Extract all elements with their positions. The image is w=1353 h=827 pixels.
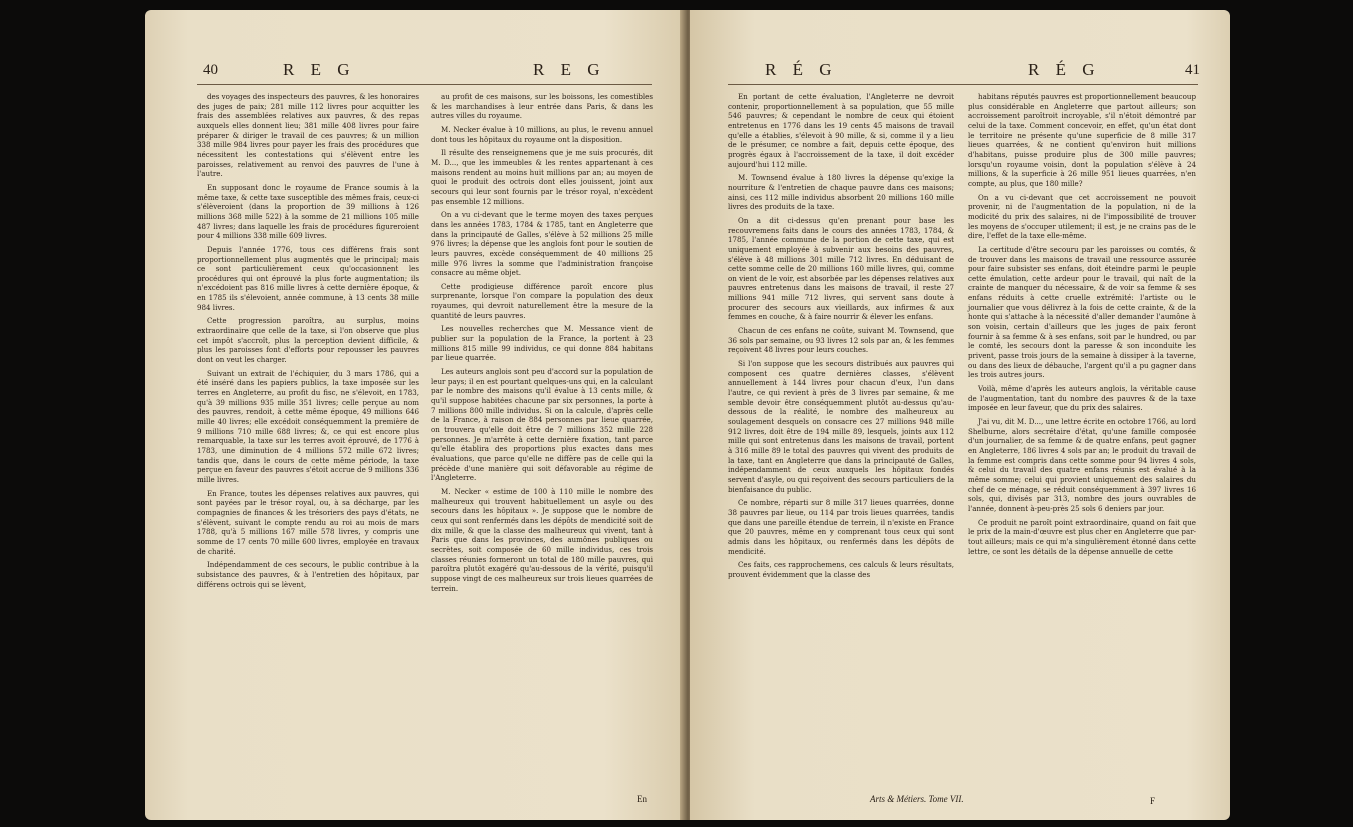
paragraph: Indépendamment de ces secours, le public contribue à la subsistance des pauvres, & à l'entretien des hôpitaux, par différens octrois qui se lèvent, xyxy=(197,560,419,589)
paragraph: Les auteurs anglois sont peu d'accord sur la population de leur pays; il en est pourtant quelques-uns qui, en la calculant par le nombre des maisons qu'il évalue à 13 cents mille, & qu'il suppose habitées chacune par six personnes, la porte à 7 millions 800 mille individus. Si on la calcule, d'après celle de la France, à raison de 884 personnes par lieue quarrée, on trouvera qu'elle doit être de 7 millions 352 mille 228 personnes. Je m'arrête à cette dernière fixation, tant parce qu'elle établira des proportions plus exactes dans mes évaluations, que parce qu'elle ne diffère pas de celle qui la précède d'une manière qui soit défavorable au régime de l'Angleterre. xyxy=(431,367,653,483)
right-page xyxy=(690,10,1230,820)
paragraph: au profit de ces maisons, sur les boissons, les comestibles & les marchandises à leur entrée dans Paris, & dans les autres villes du royaume. xyxy=(431,92,653,121)
left-page xyxy=(145,10,685,820)
paragraph: Cette progression paroîtra, au surplus, moins extraordinaire que celle de la taxe, si l'on observe que plus cet impôt s'accroît, plus la perception devient difficile, & plus les paroisses font d'efforts pour repousser les pauvres dont on veut les charger. xyxy=(197,316,419,365)
right-page-number: 41 xyxy=(1185,62,1200,78)
paragraph: M. Necker évalue à 10 millions, au plus, le revenu annuel dont tous les hôpitaux du royaume ont la disposition. xyxy=(431,124,653,144)
paragraph: Ce nombre, réparti sur 8 mille 317 lieues quarrées, donne 38 pauvres par lieue, ou 114 par trois lieues quarrées, tandis que dans une pareille étendue de terrein, il n'existe en France que 20 pauvres, même en y comprenant tous ceux qui sont admis dans les hôpitaux, ou renfermés dans les dépôts de mendicité. xyxy=(728,498,954,556)
paragraph: On a dit ci-dessus qu'en prenant pour base les recouvremens faits dans le cours des années 1783, 1784, & 1785, l'année commune de la portion de cette taxe, qui est uniquement employée à subvenir aux besoins des pauvres, s'élève à 48 millions 301 mille 712 livres. En déduisant de cette somme celle de 20 millions 160 mille livres, qui, comme on vient de le voir, est absorbée par les dépenses relatives aux pauvres entretenus dans les maisons de travail, il reste 27 millions 941 mille 712 livres, qui servent sans doute à procurer des secours aux vieillards, aux infirmes & aux femmes en couche, & à faire nourrir & élever les enfans. xyxy=(728,215,954,322)
left-column-1 xyxy=(197,92,419,593)
paragraph: M. Townsend évalue à 180 livres la dépense qu'exige la nourriture & l'entretien de chaque pauvre dans ces maisons; ainsi, ces 112 mille individus absorbent 20 millions 160 mille livres des produits de la taxe. xyxy=(728,173,954,212)
paragraph: En portant de cette évaluation, l'Angleterre ne devroit contenir, proportionnellement à sa population, que 55 mille 546 pauvres; & cependant le nombre de ceux qui étoient entretenus en 1776 dans les 19 cents 45 maisons de travail qu'elle a établies, s'élevoit à 90 mille, & si, comme il y a lieu de le présumer, ce nombre a fait, depuis cette époque, des progrès égaux à l'accroissement de la taxe, il doit excéder aujourd'hui 112 mille. xyxy=(728,92,954,169)
paragraph: M. Necker « estime de 100 à 110 mille le nombre des malheureux qui trouvent habituellement un asyle ou des secours dans les hôpitaux ». Je suppose que le nombre de ceux qui sont renfermés dans les dépôts de mendicité soit de dix mille, & que la classe des malheureux qui vivent, tant à Paris que dans les provinces, des aumônes publiques ou secrètes, soit composée de 60 mille individus, ces trois classes réunies formeront un total de 180 mille pauvres, qui paroîtra plutôt exagéré qu'au-dessous de la vérité, puisqu'il suppose vingt de ces malheureux sur trois lieues quarrées de terrein. xyxy=(431,486,653,593)
left-page-number: 40 xyxy=(203,62,218,78)
paragraph: Ce produit ne paroît point extraordinaire, quand on fait que le prix de la main-d'œuvre est plus cher en Angleterre que par-tout ailleurs; mais ce qui m'a singulièrement étonné dans cette lettre, ce sont les détails de la dépense annuelle de cette xyxy=(968,517,1196,556)
paragraph: Si l'on suppose que les secours distribués aux pauvres qui composent ces quatre dernières classes, s'élèvent annuellement à 144 livres pour chacun d'eux, l'un dans l'autre, ce qui revient à près de 3 livres par semaine, & me semble devoir être conséquemment plutôt au-dessus qu'au-dessous de la réalité, le nombre des malheureux au soulagement desquels on consacre ces 27 millions 948 mille 912 livres, doit être de 194 mille 89, lesquels, joints aux 112 mille qui sont entretenus dans les maisons de travail, portent à 316 mille 89 le total des pauvres qui vivent des produits de la taxe, tant en Angleterre que dans la principauté de Galles, indépendamment de ceux auxquels les hôpitaux fondés servent d'asyle, ou qui reçoivent des secours particuliers de la bienfaisance du public. xyxy=(728,359,954,494)
paragraph: habitans réputés pauvres est proportionnellement beaucoup plus considérable en Angleterre que partout ailleurs; son accroissement paroîtroit incroyable, s'il n'étoit démontré par celui de la taxe. Comment concevoir, en effet, qu'un état dont le territoire ne présente qu'une superficie de 8 mille 317 lieues quarrées, & ne contient qu'environ huit millions d'habitans, puisse produire plus de 300 mille pauvres; lorsqu'un royaume voisin, dont la population s'élève à 24 millions, & la superficie à 26 mille 951 lieues quarrées, n'en compte, au plus, que 180 mille? xyxy=(968,92,1196,188)
left-head-word-2: R E G xyxy=(533,60,606,79)
paragraph: Chacun de ces enfans ne coûte, suivant M. Townsend, que 36 sols par semaine, ou 93 livres 12 sols par an, & les femmes reçoivent 48 livres pour leurs couches. xyxy=(728,326,954,355)
paragraph: Ces faits, ces rapprochemens, ces calculs & leurs résultats, prouvent évidemment que la classe des xyxy=(728,560,954,579)
left-head-word-1: R E G xyxy=(283,60,356,79)
left-running-head xyxy=(145,60,685,86)
right-column-1 xyxy=(728,92,954,584)
signature-line: Arts & Métiers. Tome VII. xyxy=(870,794,964,804)
left-column-2 xyxy=(431,92,653,597)
right-column-2 xyxy=(968,92,1196,560)
paragraph: Suivant un extrait de l'échiquier, du 3 mars 1786, qui a été inséré dans les papiers publics, la taxe imposée sur les terres en Angleterre, au profit du fisc, ne s'élevoit, en 1783, qu'à 39 millions 935 mille 351 livres; celle perçue au nom des pauvres, rendoit, à cette même époque, 49 millions 646 mille 40 livres; elle excédoit conséquemment la première de 9 millions 710 mille 688 livres; &, ce qui est encore plus remarquable, la taxe sur les terres avoit éprouvé, de 1776 à 1783, une diminution de 4 millions 572 mille 672 livres; tandis que, dans le cours de cette même période, la taxe perçue en faveur des pauvres s'étoit accrue de 9 millions 336 mille livres. xyxy=(197,368,419,484)
right-running-head xyxy=(690,60,1230,86)
paragraph: Voilà, même d'après les auteurs anglois, la véritable cause de l'augmentation, tant du nombre des pauvres & de la taxe imposée en leur faveur, que du prix des salaires. xyxy=(968,384,1196,413)
paragraph: Les nouvelles recherches que M. Messance vient de publier sur la population de la France, la portent à 23 millions 815 mille 99 individus, ce qui donne 884 habitans par lieue quarrée. xyxy=(431,324,653,363)
right-catchword: F xyxy=(1150,796,1156,806)
book-spread xyxy=(145,10,1230,820)
paragraph: Depuis l'année 1776, tous ces différens frais sont proportionnellement plus augmentés que le principal; mais ce sont particulièrement ceux qu'occasionnent les procédures qui ont éprouvé la plus forte augmentation; ils n'excédoient pas 816 mille livres à cette dernière époque, & en 1785 ils s'élevoient, année commune, à 13 cents 38 mille 984 livres. xyxy=(197,244,419,312)
right-head-word-1: R É G xyxy=(765,60,838,79)
left-head-rule xyxy=(197,84,652,85)
paragraph: J'ai vu, dit M. D..., une lettre écrite en octobre 1766, au lord Shelburne, alors secrétaire d'état, qu'une famille composée d'un journalier, de sa femme & de quatre enfans, peut gagner en Angleterre, 186 livres 4 sols par an; le produit du travail de la femme est compris dans cette somme pour 94 livres 4 sols, & celui du travail des quatre enfans réunis est évalué à la même somme; celui qui provient uniquement des salaires du chef de ce ménage, se réduit conséquemment à 397 livres 16 sols, qui, divisés par 313, nombre des jours ouvrables de l'année, donnent à-peu-près 25 sols 6 deniers par jour. xyxy=(968,417,1196,513)
paragraph: des voyages des inspecteurs des pauvres, & les honoraires des juges de paix; 281 mille 112 livres pour acquitter les frais des assemblées relatives aux pauvres, & des repas auxquels elles donnent lieu; 381 mille 408 livres pour faire préparer & diriger le travail de ces pauvres; & un million 338 mille 984 livres pour payer les frais des procédures que nécessitent les contestations qui s'élèvent entre les paroisses, relativement au renvoi des pauvres de l'une à l'autre. xyxy=(197,92,419,179)
paragraph: On a vu ci-devant que cet accroissement ne pouvoit provenir, ni de l'augmentation de la population, ni de la modicité du prix des salaires, ni de l'impossibilité de trouver les moyens de s'occuper utilement; il est, je ne crains pas de le dire, l'effet de la taxe elle-même. xyxy=(968,192,1196,241)
paragraph: Cette prodigieuse différence paroît encore plus surprenante, lorsque l'on compare la population des deux royaumes, qui devroit naturellement être la mesure de la quantité de leurs pauvres. xyxy=(431,281,653,320)
right-head-rule xyxy=(728,84,1198,85)
paragraph: En France, toutes les dépenses relatives aux pauvres, qui sont payées par le trésor royal, ou, à sa décharge, par les compagnies de finances & les trésoriers des pays d'états, ne s'élèvent, suivant le compte rendu au roi au mois de mars 1788, qu'à 5 millions 167 mille 578 livres, y compris une somme de 17 cents 70 mille 600 livres, employée en travaux de charité. xyxy=(197,488,419,556)
right-head-word-2: R É G xyxy=(1028,60,1101,79)
paragraph: En supposant donc le royaume de France soumis à la même taxe, & cette taxe susceptible des mêmes frais, ceux-ci s'élèveroient (dans la proportion de 39 millions à 126 millions 368 mille 522) à la somme de 21 millions 105 mille 487 livres; dans laquelle les frais de procédures figureroient pour 4 millions 338 mille 609 livres. xyxy=(197,182,419,241)
left-catchword: En xyxy=(637,794,647,804)
paragraph: On a vu ci-devant que le terme moyen des taxes perçues dans les années 1783, 1784 & 1785, tant en Angleterre que dans la principauté de Galles, s'élève à 52 millions 25 mille 976 livres; la dépense que les anglois font pour le soutien de leurs pauvres, excède conséquemment de 40 millions 25 mille 976 livres la somme que l'administration françoise consacre au même objet. xyxy=(431,210,653,278)
paragraph: La certitude d'être secouru par les paroisses ou comtés, & de trouver dans les maisons de travail une ressource assurée pour faire subsister ses enfans, doit éteindre parmi le peuple cette émulation, cette ardeur pour le travail, qui naît de la crainte de manquer du nécessaire, & de voir sa femme & ses enfans réduits à cette cruelle extrémité: l'artiste ou le journalier que vous délivrez à la fois de cette crainte, & de la honte qui s'attache à la nécessité d'aller demander l'aumône à son voisin, certain d'ailleurs que les juges de paix feront fournir à sa femme & à ses enfans, soit par le hundred, ou par le comté, les secours dont la paresse & son inconduite les privent, passe trois jours de la semaine à dissiper à la taverne, ou dans des lieux de débauche, l'argent qu'il a pu gagner dans les trois autres jours. xyxy=(968,244,1196,380)
paragraph: Il résulte des renseignemens que je me suis procurés, dit M. D..., que les immeubles & les rentes appartenant à ces maisons rendent au moins huit millions par an; au moyen de quoi le produit des octrois dont elles jouissent, joint aux secours qui leur sont fournis par le trésor royal, n'excèdent pas ensemble 12 millions. xyxy=(431,148,653,206)
